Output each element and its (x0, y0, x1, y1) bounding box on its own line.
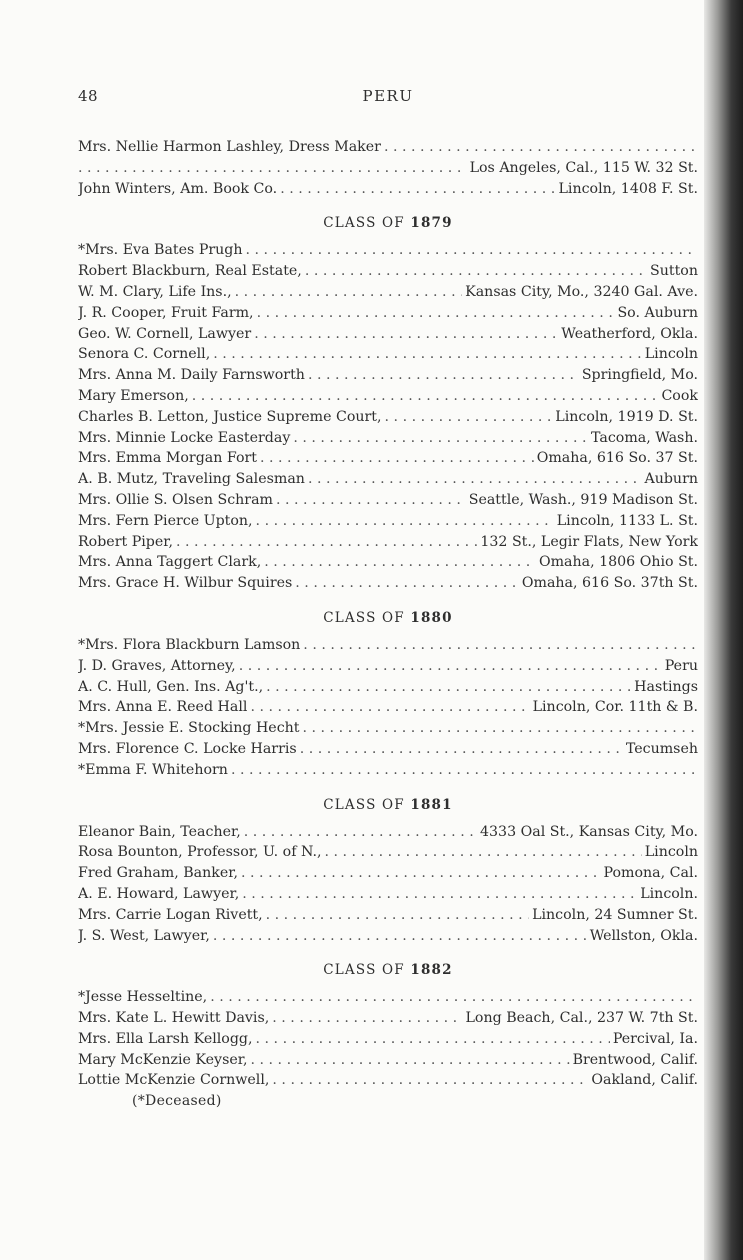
entry-name: J. D. Graves, Attorney, (78, 657, 236, 674)
class-heading-year: 1880 (410, 609, 453, 626)
entry-address: Wellston, Okla. (589, 927, 698, 944)
directory-entry (78, 532, 698, 553)
directory-entry (78, 739, 698, 760)
entry-address: Pomona, Cal. (603, 865, 698, 882)
class-heading (78, 608, 698, 628)
directory-entry (78, 760, 698, 781)
entry-name: Mrs. Anna M. Daily Farnsworth (78, 367, 305, 384)
entry-name: Mary Emerson, (78, 387, 189, 404)
entry-address: Tacoma, Wash. (591, 429, 698, 446)
dot-leader (305, 261, 647, 282)
directory-entry (78, 987, 698, 1008)
entry-name: A. B. Mutz, Traveling Salesman (78, 471, 305, 488)
entry-address: Lincoln, 1919 D. St. (555, 408, 698, 425)
entry-name: Mrs. Nellie Harmon Lashley, Dress Maker (78, 139, 381, 155)
dot-leader (213, 344, 642, 365)
directory-entry (78, 1008, 698, 1029)
class-heading-label: CLASS OF (323, 962, 405, 979)
running-title: PERU (362, 87, 414, 105)
entry-name: *Mrs. Jessie E. Stocking Hecht (78, 720, 300, 737)
entry-address: Omaha, 616 So. 37th St. (521, 575, 698, 592)
entry-name: J. R. Cooper, Fruit Farm, (78, 304, 254, 321)
dot-leader (280, 179, 555, 200)
entry-name: *Emma F. Whitehorn (78, 761, 228, 778)
entry-name: Mrs. Fern Pierce Upton, (78, 512, 253, 529)
entry-name: *Jesse Hesseltine, (78, 989, 208, 1006)
entry-address: Lincoln, 24 Sumner St. (532, 906, 698, 923)
directory-entry (78, 842, 698, 863)
entry-address: Lincoln (644, 844, 698, 861)
dot-leader (78, 158, 467, 179)
entry-address: 4333 Oal St., Kansas City, Mo. (480, 823, 698, 840)
dot-leader (250, 1050, 569, 1071)
directory-entry (78, 552, 698, 573)
entry-address: 132 St., Legir Flats, New York (480, 533, 698, 550)
directory-entry (78, 635, 698, 656)
entry-name: John Winters, Am. Book Co. (78, 180, 278, 197)
dot-leader (266, 677, 631, 698)
dot-leader (303, 718, 696, 739)
directory-entry (78, 905, 698, 926)
entry-address: Auburn (644, 471, 698, 488)
dot-leader (266, 905, 529, 926)
class-heading-label: CLASS OF (323, 215, 405, 232)
page-header (78, 87, 698, 107)
entry-address: Percival, Ia. (612, 1030, 698, 1047)
opening-entries (78, 137, 698, 199)
directory-entry (78, 656, 698, 677)
dot-leader (210, 987, 695, 1008)
entry-name: Fred Graham, Banker, (78, 865, 239, 882)
dot-leader (276, 490, 466, 511)
entry-address: Lincoln, 1133 L. St. (556, 512, 698, 529)
dot-leader (303, 635, 695, 656)
dot-leader (272, 1070, 588, 1091)
entry-name: A. E. Howard, Lawyer, (78, 885, 240, 902)
entry-name: *Mrs. Eva Bates Prugh (78, 242, 243, 259)
dot-leader (192, 386, 659, 407)
directory-entry (78, 386, 698, 407)
directory-entry (78, 303, 698, 324)
entry-address: Omaha, 1806 Ohio St. (538, 554, 698, 571)
entry-address: Hastings (634, 678, 698, 695)
class-heading-label: CLASS OF (323, 796, 405, 813)
directory-entry (78, 407, 698, 428)
alumni-directory (78, 137, 698, 1111)
class-heading (78, 213, 698, 233)
directory-entry (78, 240, 698, 261)
entry-name: Mrs. Ollie S. Olsen Schram (78, 491, 273, 508)
dot-leader (257, 303, 615, 324)
entry-address: Seattle, Wash., 919 Madison St. (468, 491, 698, 508)
dot-leader (308, 365, 579, 386)
entry-name: A. C. Hull, Gen. Ins. Ag't., (78, 678, 264, 695)
entry-address: Weatherford, Okla. (561, 325, 698, 342)
entry-name: Rosa Bounton, Professor, U. of N., (78, 844, 322, 861)
entry-name: Mrs. Anna Taggert Clark, (78, 554, 262, 571)
class-heading-label: CLASS OF (323, 609, 405, 626)
directory-entry (78, 282, 698, 303)
entry-name: W. M. Clary, Life Ins., (78, 283, 232, 300)
directory-entry (78, 137, 698, 158)
directory-entry (78, 718, 698, 739)
dot-leader (295, 573, 519, 594)
class-sections (78, 213, 698, 1091)
directory-entry (78, 697, 698, 718)
class-heading (78, 795, 698, 815)
dot-leader (239, 656, 662, 677)
dot-leader (324, 842, 641, 863)
dot-leader (176, 532, 477, 553)
class-heading-year: 1879 (410, 215, 453, 232)
directory-entry (78, 884, 698, 905)
dot-leader (241, 863, 601, 884)
directory-entry (78, 158, 698, 179)
dot-leader (235, 282, 463, 303)
dot-leader (256, 1029, 610, 1050)
page-number: 48 (78, 87, 99, 105)
entry-name: Mary McKenzie Keyser, (78, 1051, 248, 1068)
entry-name: Geo. W. Cornell, Lawyer (78, 325, 252, 342)
directory-entry (78, 573, 698, 594)
directory-entry (78, 324, 698, 345)
dot-leader (293, 428, 588, 449)
entry-address: Lincoln (644, 346, 698, 363)
entry-name: Robert Piper, (78, 533, 173, 550)
entry-name: Mrs. Carrie Logan Rivett, (78, 906, 263, 923)
entry-address: Springfield, Mo. (581, 367, 698, 384)
dot-leader (242, 884, 637, 905)
entry-address: Oakland, Calif. (591, 1072, 698, 1089)
entry-name: Lottie McKenzie Cornwell, (78, 1072, 270, 1089)
entry-name: Charles B. Letton, Justice Supreme Court, (78, 408, 382, 425)
entry-address: Peru (664, 657, 698, 674)
dot-leader (300, 739, 623, 760)
entry-address: Lincoln, Cor. 11th & B. (532, 699, 698, 716)
entry-address: Tecumseh (625, 740, 698, 757)
entry-name: Mrs. Emma Morgan Fort (78, 450, 257, 467)
directory-entry (78, 428, 698, 449)
entry-name: Mrs. Florence C. Locke Harris (78, 740, 297, 757)
entry-name: Eleanor Bain, Teacher, (78, 823, 241, 840)
directory-entry (78, 261, 698, 282)
class-heading-year: 1881 (410, 796, 453, 813)
class-heading-year: 1882 (410, 962, 453, 979)
directory-entry (78, 1070, 698, 1091)
entry-name: Mrs. Grace H. Wilbur Squires (78, 575, 293, 592)
deceased-footnote: (*Deceased) (132, 1093, 222, 1110)
directory-entry (78, 1050, 698, 1071)
directory-entry (78, 1029, 698, 1050)
entry-name: Senora C. Cornell, (78, 346, 211, 363)
dot-leader (308, 469, 642, 490)
dot-leader (384, 137, 695, 158)
class-heading (78, 960, 698, 980)
entry-name: Mrs. Kate L. Hewitt Davis, (78, 1010, 270, 1027)
directory-entry (78, 179, 698, 200)
entry-address: Lincoln, 1408 F. St. (558, 180, 698, 197)
directory-entry (78, 469, 698, 490)
dot-leader (250, 697, 529, 718)
entry-address: Long Beach, Cal., 237 W. 7th St. (465, 1010, 698, 1027)
class-section-1882 (78, 960, 698, 1091)
dot-leader (231, 760, 695, 781)
entry-name: Mrs. Minnie Locke Easterday (78, 429, 291, 446)
dot-leader (256, 511, 554, 532)
entry-address: Brentwood, Calif. (572, 1051, 698, 1068)
page-gutter-shadow (704, 0, 743, 1260)
dot-leader (264, 552, 536, 573)
entry-name: Mrs. Ella Larsh Kellogg, (78, 1030, 253, 1047)
entry-address: Cook (661, 387, 698, 404)
directory-entry (78, 863, 698, 884)
class-section-1879 (78, 213, 698, 594)
directory-entry (78, 365, 698, 386)
directory-entry (78, 677, 698, 698)
entry-address: Los Angeles, Cal., 115 W. 32 St. (469, 159, 698, 176)
dot-leader (244, 822, 477, 843)
entry-address: Lincoln. (640, 885, 698, 902)
directory-entry (78, 490, 698, 511)
entry-name: Mrs. Anna E. Reed Hall (78, 699, 248, 716)
class-section-1880 (78, 608, 698, 781)
entry-name: Robert Blackburn, Real Estate, (78, 263, 302, 280)
directory-entry (78, 344, 698, 365)
dot-leader (213, 926, 587, 947)
directory-entry (78, 822, 698, 843)
entry-address: Kansas City, Mo., 3240 Gal. Ave. (465, 283, 698, 300)
directory-entry (78, 448, 698, 469)
directory-entry (78, 926, 698, 947)
dot-leader (272, 1008, 462, 1029)
entry-name: J. S. West, Lawyer, (78, 927, 210, 944)
directory-entry (78, 511, 698, 532)
entry-address: Omaha, 616 So. 37 St. (536, 450, 698, 467)
dot-leader (260, 448, 534, 469)
entry-address: So. Auburn (617, 304, 698, 321)
dot-leader (254, 324, 558, 345)
dot-leader (246, 240, 695, 261)
dot-leader (385, 407, 553, 428)
entry-address: Sutton (650, 263, 698, 280)
entry-name: *Mrs. Flora Blackburn Lamson (78, 636, 301, 653)
class-section-1881 (78, 795, 698, 947)
